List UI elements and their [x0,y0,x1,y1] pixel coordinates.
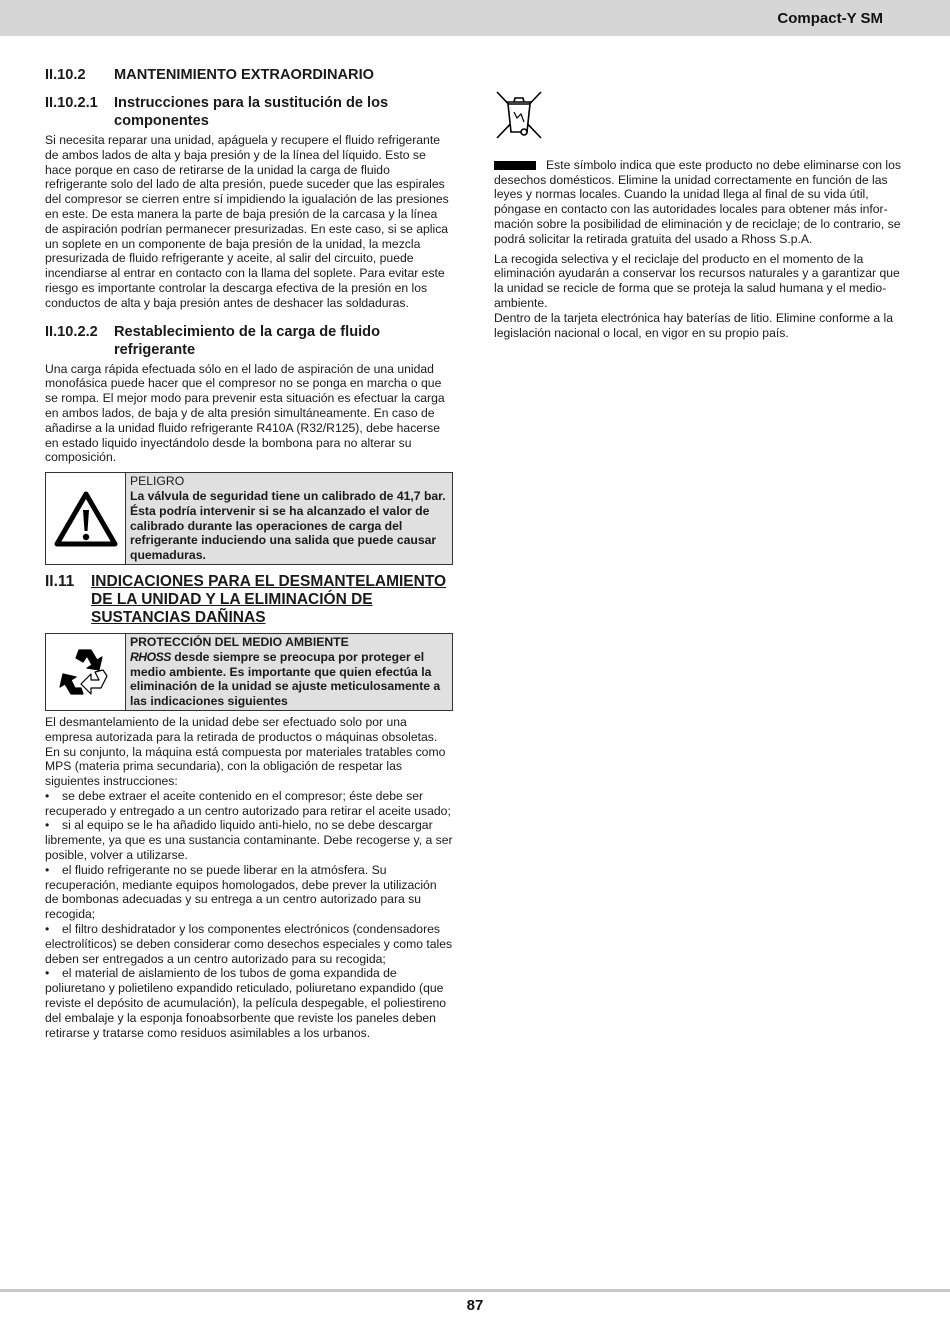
environment-text-cell [126,634,452,710]
section-heading-2 [45,573,453,627]
disposal-instructions-list [45,789,453,1041]
crossed-bin-icon [494,90,544,142]
section-number: II.10.2 [45,67,86,83]
environment-notice [45,633,453,711]
section-heading [45,66,453,84]
subsection-heading-1 [45,94,453,130]
list-item-text: el filtro deshidratador y los componentes electrónicos (condensadores electrolíticos) se deben considerar como desechos especiales y como tales deben ser entregados a un centro autorizado para su recogida; [45,922,453,966]
right-column [494,90,906,340]
subsection-title: Instrucciones para la sustitución de los componentes [114,95,389,129]
page-number: 87 [466,1297,484,1314]
danger-label: PELIGRO [130,474,185,489]
battery-paragraph: Dentro de la tarjeta electrónica hay baterías de litio. Elimine conforme a la legislación nacional o local, en vigor en su propio país. [494,310,894,340]
list-item-text: el material de aislamiento de los tubos de goma expandida de poliuretano y polietileno expandido reticulado, poliuretano expandido (que reviste el depósito de acumulación), la película despegable, el poliestireno del embalaje y la esponja fonoabsorbente que reviste los paneles deben retirarse y tratarse como residuos asimilables a los urbanos. [45,966,447,1040]
black-bar-icon [494,161,536,170]
materials-paragraph: En su conjunto, la máquina está compuesta por materiales tratables como MPS (materia prima secundaria), con la obligación de respetar las siguientes instrucciones: [45,744,446,789]
danger-text-cell [126,473,452,564]
bullet-icon: • [45,922,50,937]
bullet-icon: • [45,862,50,877]
section-number: II.11 [45,572,75,590]
subsection-number: II.10.2.2 [45,323,98,340]
environment-text [130,650,448,709]
list-item [45,966,453,1040]
environment-text-body: desde siempre se preocupa por proteger el medio ambiente. Es importante que quien efectúa la eliminación de la unidad se ajuste meticulosamente a las indicaciones siguientes [130,649,441,709]
weee-text: Este símbolo indica que este producto no debe eliminarse con los desechos domésticos. Elimine la unidad correctamente en función de las leyes y normas locales. Cuando la unidad llega al final de su vida útil, póngase en contacto con las autoridades locales para obtener más infor-mación sobre la posibilidad de eliminación y de reciclaje; de lo contrario, se podrá solicitar la retirada gratuita del usado a Rhoss S.p.A. [494,157,902,246]
dismantling-paragraph: El desmantelamiento de la unidad debe ser efectuado solo por una empresa autorizada para la retirada de productos o máquinas obsoletas. [45,714,438,744]
environment-label: PROTECCIÓN DEL MEDIO AMBIENTE [130,634,349,649]
danger-text: La válvula de seguridad tiene un calibrado de 41,7 bar. Ésta podría intervenir si se ha alcanzado el valor de calibrado durante las operaciones de carga del refrigerante induciendo una salida que puede causar quemaduras. [130,488,446,563]
bullet-icon: • [45,788,50,803]
subsection-title: Restablecimiento de la carga de fluido refrigerante [114,323,381,358]
weee-symbol [494,90,906,146]
footer-rule [0,1289,950,1292]
list-item [45,922,453,966]
bullet-icon: • [45,966,50,981]
document-title: Compact-Y SM [777,10,883,27]
list-item-text: el fluido refrigerante no se puede liberar en la atmósfera. Su recuperación, mediante equipos homologados, debe prever la utilización de bombonas adecuadas y su entrega a un centro autorizado para su recogida; [45,862,437,922]
list-item [45,863,453,922]
component-replacement-paragraph: Si necesita reparar una unidad, apáguela y recupere el fluido refrigerante de ambos lados de alta y baja presión y de la línea del líquido. Esto se hace porque en caso de retirarse de la unidad la carga de fluido refrigerante solo del lado de alta presión, puede suceder que las espirales del compresor se cierren entre sí impidiendo la igualación de las presiones en este. De esta manera la parte de baja presión de la carcasa y la línea de aspiración podrían permanecer presurizadas. En este caso, si se aplica un soplete en un componente de baja presión de la unidad, la mezcla presurizada de fluido refrigerante y aceite, al salir del circuito, puede incendiarse al entrar en contacto con la llama del soplete. Para evitar este riesgo es importante controlar la descarga efectiva de la presión en los conductos de alta y baja presión antes de deshacer las soldaduras. [45,133,449,310]
list-item-text: se debe extraer el aceite contenido en el compresor; éste debe ser recuperado y entregado a un centro autorizado para retirar el aceite usado; [45,788,451,818]
list-item [45,818,453,862]
list-item [45,789,453,819]
section-title: MANTENIMIENTO EXTRAORDINARIO [114,67,374,83]
bullet-icon: • [45,818,50,833]
warning-icon [46,473,126,564]
section-title: INDICACIONES PARA EL DESMANTELAMIENTO DE LA UNIDAD Y LA ELIMINACIÓN DE SUSTANCIAS DAÑINAS [91,572,447,626]
danger-notice [45,472,453,565]
rhoss-brand: RHOSS [130,649,171,664]
refrigerant-charge-paragraph: Una carga rápida efectuada sólo en el lado de aspiración de una unidad monofásica puede hacer que el compresor no se ponga en marcha o que se rompa. El mejor modo para prevenir esta situación es efectuar la carga en ambos lados, de baja y de alta presión simultáneamente. En caso de añadirse a la unidad fluido refrigerante R410A (R32/R125), debe hacerse en estado liquido inyectándolo desde la bombona para no alterar su composición. [45,361,445,465]
recycle-icon [46,634,126,710]
left-column [45,66,453,1040]
weee-paragraph [494,158,906,247]
subsection-heading-2 [45,323,453,359]
list-item-text: si al equipo se le ha añadido liquido anti-hielo, no se debe descargar libremente, ya que es una sustancia contaminante. Debe recogerse y, a ser posible, volver a utilizarse. [45,818,453,863]
subsection-number: II.10.2.1 [45,95,98,111]
recycling-paragraph: La recogida selectiva y el reciclaje del producto en el momento de la eliminación ayudarán a conservar los recursos naturales y a garantizar que la unidad se recicle de forma que se proteja la salud humana y el medio-ambiente. [494,251,900,310]
